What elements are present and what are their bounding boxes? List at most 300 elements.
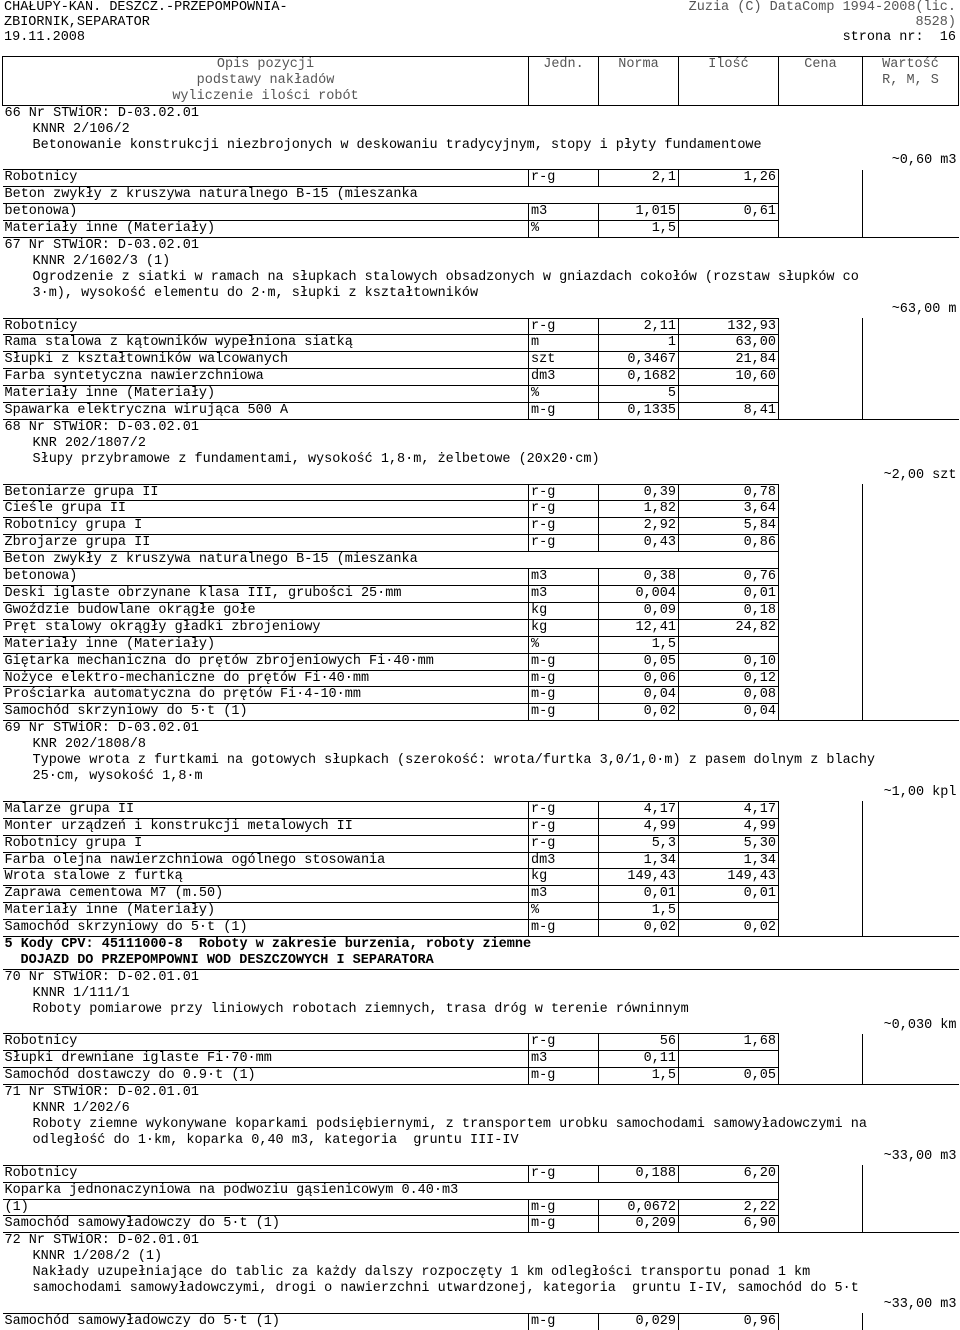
- table-row: [3, 937, 959, 953]
- table-row: [3, 852, 959, 869]
- table-row: [3, 484, 959, 501]
- row-value: [863, 653, 959, 670]
- row-norm: 0,06: [599, 670, 679, 687]
- row-value: [863, 704, 959, 721]
- table-row: [3, 785, 959, 801]
- row-value: [863, 818, 959, 835]
- row-price: [779, 869, 863, 886]
- table-row: [3, 969, 959, 985]
- page-header: [4, 0, 956, 46]
- row-price: [779, 602, 863, 619]
- row-unit: m-g: [529, 687, 599, 704]
- row-price: [779, 535, 863, 552]
- row-price: [779, 1034, 863, 1051]
- row-unit: r-g: [529, 801, 599, 818]
- row-unit: m3: [529, 204, 599, 221]
- row-unit: m-g: [529, 1068, 599, 1085]
- row-norm: 0,02: [599, 704, 679, 721]
- row-quantity: [679, 636, 779, 653]
- row-quantity: 1,26: [679, 170, 779, 187]
- row-description: Betoniarze grupa II: [3, 484, 529, 501]
- row-unit: r-g: [529, 818, 599, 835]
- row-norm: 1,5: [599, 903, 679, 920]
- row-unit: [529, 187, 599, 204]
- table-row: [3, 552, 959, 569]
- position-text: odległość do 1·km, koparka 0,40 m3, kategoria gruntu III-IV: [32, 1132, 519, 1148]
- row-price: [779, 1068, 863, 1085]
- row-quantity: 21,84: [679, 352, 779, 369]
- table-row: [3, 1034, 959, 1051]
- table-row: [3, 221, 959, 238]
- row-quantity: [679, 552, 779, 569]
- table-row: [3, 352, 959, 369]
- row-description: Materiały inne (Materiały): [3, 903, 529, 920]
- row-norm: 1,015: [599, 204, 679, 221]
- row-norm: 4,17: [599, 801, 679, 818]
- row-norm: 0,0672: [599, 1199, 679, 1216]
- row-unit: m: [529, 335, 599, 352]
- position-number: 66 Nr STWiOR: D-03.02.01: [3, 105, 959, 121]
- row-description: Spawarka elektryczna wirująca 500 A: [3, 403, 529, 420]
- row-unit: m-g: [529, 1313, 599, 1329]
- row-value: [863, 484, 959, 501]
- row-norm: 0,09: [599, 602, 679, 619]
- row-price: [779, 1182, 863, 1199]
- table-row: [3, 1018, 959, 1034]
- row-norm: [599, 187, 679, 204]
- table-row: [3, 986, 959, 1002]
- row-unit: %: [529, 903, 599, 920]
- col-ilosc: Ilość: [679, 57, 779, 106]
- position-text: 3·m), wysokość elementu do 2·m, słupki z kształtowników: [32, 285, 479, 301]
- table-row: [3, 818, 959, 835]
- row-quantity: 0,08: [679, 687, 779, 704]
- table-row: [3, 335, 959, 352]
- row-quantity: 0,76: [679, 569, 779, 586]
- row-value: [863, 170, 959, 187]
- table-row: [3, 518, 959, 535]
- row-price: [779, 221, 863, 238]
- table-row: [3, 569, 959, 586]
- table-row: [3, 920, 959, 937]
- position-text: KNR 202/1808/8: [32, 737, 146, 753]
- row-quantity: 0,10: [679, 653, 779, 670]
- row-unit: m3: [529, 586, 599, 603]
- row-price: [779, 552, 863, 569]
- row-quantity: [679, 903, 779, 920]
- row-price: [779, 1199, 863, 1216]
- row-value: [863, 221, 959, 238]
- row-description: Robotnicy grupa I: [3, 518, 529, 535]
- row-description: (1): [3, 1199, 529, 1216]
- position-text: Typowe wrota z furtkami na gotowych słupkach (szerokość: wrota/furtka 3,0/1,0·m) z pasem dolnym z blachy: [32, 753, 876, 769]
- position-text: Ogrodzenie z siatki w ramach na słupkach stalowych obsadzonych w gniazdach cokołów (rozstaw słupków co: [32, 269, 859, 285]
- table-row: [3, 403, 959, 420]
- row-price: [779, 335, 863, 352]
- row-norm: 2,11: [599, 318, 679, 335]
- row-norm: 0,02: [599, 920, 679, 937]
- row-price: [779, 920, 863, 937]
- cost-table: [2, 56, 959, 1330]
- row-unit: r-g: [529, 170, 599, 187]
- row-value: [863, 1182, 959, 1199]
- table-row: [3, 903, 959, 920]
- row-value: [863, 869, 959, 886]
- row-value: [863, 1051, 959, 1068]
- row-norm: 1,82: [599, 501, 679, 518]
- row-description: Koparka jednonaczyniowa na podwoziu gąsienicowym 0.40·m3: [3, 1182, 529, 1199]
- row-value: [863, 1034, 959, 1051]
- row-value: [863, 1068, 959, 1085]
- table-row: [3, 1297, 959, 1313]
- row-quantity: 4,17: [679, 801, 779, 818]
- table-row: [3, 1216, 959, 1233]
- table-row: [3, 653, 959, 670]
- position-number: 69 Nr STWiOR: D-03.02.01: [3, 721, 959, 737]
- row-quantity: 4,99: [679, 818, 779, 835]
- row-quantity: 1,34: [679, 852, 779, 869]
- row-description: Wrota stalowe z furtką: [3, 869, 529, 886]
- row-description: Robotnicy grupa I: [3, 835, 529, 852]
- row-value: [863, 801, 959, 818]
- row-norm: 0,1682: [599, 369, 679, 386]
- table-row: [3, 254, 959, 270]
- row-description: Robotnicy: [3, 318, 529, 335]
- row-description: Farba syntetyczna nawierzchniowa: [3, 369, 529, 386]
- table-row: [3, 869, 959, 886]
- row-quantity: [679, 386, 779, 403]
- row-price: [779, 886, 863, 903]
- table-row: [3, 187, 959, 204]
- position-text: KNNR 1/208/2 (1): [32, 1249, 163, 1265]
- table-row: [3, 1165, 959, 1182]
- table-row: [3, 386, 959, 403]
- row-value: [863, 1165, 959, 1182]
- row-value: [863, 903, 959, 920]
- row-price: [779, 619, 863, 636]
- row-norm: [599, 552, 679, 569]
- row-unit: [529, 552, 599, 569]
- row-price: [779, 501, 863, 518]
- row-value: [863, 852, 959, 869]
- table-row: [3, 1233, 959, 1249]
- row-value: [863, 687, 959, 704]
- col-opis: Opis pozycji podstawy nakładów wyliczenie ilości robót: [3, 57, 529, 106]
- row-norm: 1: [599, 335, 679, 352]
- table-row: [3, 1199, 959, 1216]
- table-row: [3, 1149, 959, 1165]
- table-row: [3, 586, 959, 603]
- row-price: [779, 187, 863, 204]
- row-quantity: 5,84: [679, 518, 779, 535]
- row-value: [863, 335, 959, 352]
- row-unit: r-g: [529, 518, 599, 535]
- row-description: Beton zwykły z kruszywa naturalnego B-15 (mieszanka: [3, 187, 529, 204]
- table-row: [3, 769, 959, 785]
- row-unit: m-g: [529, 1199, 599, 1216]
- row-description: Monter urządzeń i konstrukcji metalowych II: [3, 818, 529, 835]
- table-row: [3, 721, 959, 737]
- row-norm: 1,5: [599, 221, 679, 238]
- row-value: [863, 204, 959, 221]
- row-description: Słupki drewniane iglaste Fi·70·mm: [3, 1051, 529, 1068]
- table-row: [3, 1068, 959, 1085]
- row-description: Robotnicy: [3, 170, 529, 187]
- row-value: [863, 386, 959, 403]
- row-unit: kg: [529, 869, 599, 886]
- row-unit: m-g: [529, 704, 599, 721]
- row-price: [779, 670, 863, 687]
- quantity-summary: ~33,00 m3: [883, 1296, 957, 1312]
- position-text: KNNR 1/111/1: [32, 985, 130, 1001]
- table-row: [3, 138, 959, 154]
- table-row: [3, 468, 959, 484]
- position-text: Betonowanie konstrukcji niezbrojonych w deskowaniu tradycyjnym, stopy i płyty fundamentowe: [32, 137, 762, 153]
- row-norm: 1,5: [599, 1068, 679, 1085]
- row-description: betonowa): [3, 204, 529, 221]
- position-number: 72 Nr STWiOR: D-02.01.01: [3, 1233, 959, 1249]
- table-row: [3, 302, 959, 318]
- row-description: Samochód dostawczy do 0.9·t (1): [3, 1068, 529, 1085]
- header-page-number: strona nr: 16: [842, 30, 956, 45]
- quantity-summary: ~1,00 kpl: [883, 784, 957, 800]
- row-quantity: 63,00: [679, 335, 779, 352]
- table-row: [3, 886, 959, 903]
- row-norm: 5,3: [599, 835, 679, 852]
- table-row: [3, 801, 959, 818]
- row-norm: 0,004: [599, 586, 679, 603]
- row-quantity: 6,20: [679, 1165, 779, 1182]
- row-description: betonowa): [3, 569, 529, 586]
- table-row: [3, 170, 959, 187]
- row-quantity: 24,82: [679, 619, 779, 636]
- row-price: [779, 484, 863, 501]
- row-description: Deski iglaste obrzynane klasa III, grubości 25·mm: [3, 586, 529, 603]
- row-price: [779, 1216, 863, 1233]
- row-price: [779, 1165, 863, 1182]
- row-unit: r-g: [529, 535, 599, 552]
- row-quantity: 0,02: [679, 920, 779, 937]
- row-norm: 2,92: [599, 518, 679, 535]
- row-value: [863, 920, 959, 937]
- row-value: [863, 670, 959, 687]
- table-row: [3, 452, 959, 468]
- row-norm: 12,41: [599, 619, 679, 636]
- position-number: 71 Nr STWiOR: D-02.01.01: [3, 1085, 959, 1101]
- table-header: [3, 57, 959, 106]
- row-unit: r-g: [529, 1034, 599, 1051]
- row-quantity: [679, 187, 779, 204]
- position-text: KNNR 2/1602/3 (1): [32, 253, 171, 269]
- row-description: Gwoździe budowlane okrągłe gołe: [3, 602, 529, 619]
- row-unit: m3: [529, 569, 599, 586]
- row-description: Giętarka mechaniczna do prętów zbrojeniowych Fi·40·mm: [3, 653, 529, 670]
- table-row: [3, 153, 959, 169]
- row-unit: dm3: [529, 369, 599, 386]
- row-norm: 0,188: [599, 1165, 679, 1182]
- position-text: KNR 202/1807/2: [32, 435, 146, 451]
- position-number: 67 Nr STWiOR: D-03.02.01: [3, 237, 959, 253]
- header-date: 19.11.2008: [4, 30, 86, 45]
- header-project-line1: CHAŁUPY-KAN. DESZCZ.-PRZEPOMPOWNIA-: [4, 0, 288, 15]
- row-norm: 0,11: [599, 1051, 679, 1068]
- section-title: 5 Kody CPV: 45111000-8 Roboty w zakresie burzenia, roboty ziemne: [3, 937, 959, 953]
- row-quantity: [679, 1182, 779, 1199]
- table-row: [3, 953, 959, 969]
- row-price: [779, 835, 863, 852]
- position-number: 70 Nr STWiOR: D-02.01.01: [3, 969, 959, 985]
- quantity-summary: ~0,60 m3: [891, 153, 957, 169]
- row-quantity: 149,43: [679, 869, 779, 886]
- row-price: [779, 318, 863, 335]
- table-row: [3, 602, 959, 619]
- table-row: [3, 1051, 959, 1068]
- row-price: [779, 518, 863, 535]
- row-description: Słupki z kształtowników walcowanych: [3, 352, 529, 369]
- table-row: [3, 1249, 959, 1265]
- row-quantity: 2,22: [679, 1199, 779, 1216]
- row-price: [779, 352, 863, 369]
- row-unit: m-g: [529, 653, 599, 670]
- quantity-summary: ~2,00 szt: [883, 467, 957, 483]
- row-unit: m-g: [529, 670, 599, 687]
- row-price: [779, 801, 863, 818]
- row-unit: r-g: [529, 501, 599, 518]
- row-price: [779, 1051, 863, 1068]
- quantity-summary: ~0,030 km: [883, 1017, 957, 1033]
- header-license: 8528): [915, 15, 956, 30]
- row-quantity: 0,78: [679, 484, 779, 501]
- row-description: Materiały inne (Materiały): [3, 636, 529, 653]
- row-quantity: 0,12: [679, 670, 779, 687]
- row-price: [779, 386, 863, 403]
- row-description: Beton zwykły z kruszywa naturalnego B-15 (mieszanka: [3, 552, 529, 569]
- row-quantity: [679, 1051, 779, 1068]
- row-description: Farba olejna nawierzchniowa ogólnego stosowania: [3, 852, 529, 869]
- row-norm: 4,99: [599, 818, 679, 835]
- position-text: Nakłady uzupełniające do tablic za każdy dalszy rozpoczęty 1 km odległości transportu ponad 1 km: [32, 1265, 811, 1281]
- row-value: [863, 602, 959, 619]
- row-price: [779, 569, 863, 586]
- position-text: KNNR 1/202/6: [32, 1101, 130, 1117]
- row-value: [863, 518, 959, 535]
- quantity-summary: ~33,00 m3: [883, 1148, 957, 1164]
- row-unit: %: [529, 221, 599, 238]
- row-unit: kg: [529, 619, 599, 636]
- header-project-line2: ZBIORNIK,SEPARATOR: [4, 15, 150, 30]
- row-value: [863, 187, 959, 204]
- row-unit: r-g: [529, 835, 599, 852]
- row-unit: szt: [529, 352, 599, 369]
- table-row: [3, 501, 959, 518]
- row-price: [779, 586, 863, 603]
- row-norm: 0,01: [599, 886, 679, 903]
- row-norm: 0,05: [599, 653, 679, 670]
- row-unit: m3: [529, 886, 599, 903]
- table-row: [3, 1101, 959, 1117]
- row-norm: 0,029: [599, 1313, 679, 1329]
- row-price: [779, 1313, 863, 1329]
- table-row: [3, 369, 959, 386]
- table-row: [3, 237, 959, 253]
- position-text: KNNR 2/106/2: [32, 121, 130, 137]
- row-value: [863, 636, 959, 653]
- row-quantity: 132,93: [679, 318, 779, 335]
- col-norma: Norma: [599, 57, 679, 106]
- row-description: Samochód samowyładowczy do 5·t (1): [3, 1216, 529, 1233]
- col-wartosc: Wartość R, M, S: [863, 57, 959, 106]
- row-description: Pręt stalowy okrągły gładki zbrojeniowy: [3, 619, 529, 636]
- table-row: [3, 535, 959, 552]
- row-unit: [529, 1182, 599, 1199]
- row-norm: 1,34: [599, 852, 679, 869]
- row-quantity: 0,04: [679, 704, 779, 721]
- row-norm: 5: [599, 386, 679, 403]
- row-norm: 0,1335: [599, 403, 679, 420]
- row-value: [863, 552, 959, 569]
- row-value: [863, 1199, 959, 1216]
- row-value: [863, 586, 959, 603]
- row-quantity: 0,96: [679, 1313, 779, 1329]
- row-price: [779, 369, 863, 386]
- row-description: Rama stalowa z kątowników wypełniona siatką: [3, 335, 529, 352]
- position-text: Roboty ziemne wykonywane koparkami podsiębiernymi, z transportem urobku samochodami samowyładowczymi na: [32, 1117, 867, 1132]
- position-number: 68 Nr STWiOR: D-03.02.01: [3, 419, 959, 435]
- row-norm: 149,43: [599, 869, 679, 886]
- row-unit: dm3: [529, 852, 599, 869]
- table-row: [3, 670, 959, 687]
- row-quantity: 3,64: [679, 501, 779, 518]
- table-row: [3, 1313, 959, 1329]
- row-norm: 0,04: [599, 687, 679, 704]
- col-cena: Cena: [779, 57, 863, 106]
- row-description: Samochód skrzyniowy do 5·t (1): [3, 704, 529, 721]
- row-value: [863, 1216, 959, 1233]
- table-row: [3, 619, 959, 636]
- row-quantity: [679, 221, 779, 238]
- table-row: [3, 835, 959, 852]
- row-value: [863, 835, 959, 852]
- row-quantity: 5,30: [679, 835, 779, 852]
- row-quantity: 0,18: [679, 602, 779, 619]
- row-price: [779, 687, 863, 704]
- table-row: [3, 436, 959, 452]
- row-norm: [599, 1182, 679, 1199]
- row-norm: 0,3467: [599, 352, 679, 369]
- row-value: [863, 535, 959, 552]
- row-description: Samochód skrzyniowy do 5·t (1): [3, 920, 529, 937]
- row-unit: kg: [529, 602, 599, 619]
- row-unit: %: [529, 386, 599, 403]
- table-row: [3, 687, 959, 704]
- row-value: [863, 886, 959, 903]
- row-unit: m-g: [529, 1216, 599, 1233]
- row-quantity: 0,01: [679, 586, 779, 603]
- position-text: samochodami samowyładowczymi, drogi o nawierzchni utwardzonej, kategoria gruntu I-IV, samochód do 5·t: [32, 1281, 859, 1297]
- row-norm: 0,209: [599, 1216, 679, 1233]
- row-unit: r-g: [529, 1165, 599, 1182]
- row-value: [863, 318, 959, 335]
- header-software: Zuzia (C) DataComp 1994-2008(lic.: [688, 0, 956, 15]
- position-text: Słupy przybramowe z fundamentami, wysokość 1,8·m, żelbetowe (20x20·cm): [32, 451, 600, 467]
- row-description: Zbrojarze grupa II: [3, 535, 529, 552]
- row-unit: r-g: [529, 318, 599, 335]
- row-price: [779, 704, 863, 721]
- table-row: [3, 1085, 959, 1101]
- section-subtitle: DOJAZD DO PRZEPOMPOWNI WÓD DESZCZOWYCH I SEPARATORA: [20, 952, 434, 968]
- table-row: [3, 1002, 959, 1018]
- table-row: [3, 270, 959, 286]
